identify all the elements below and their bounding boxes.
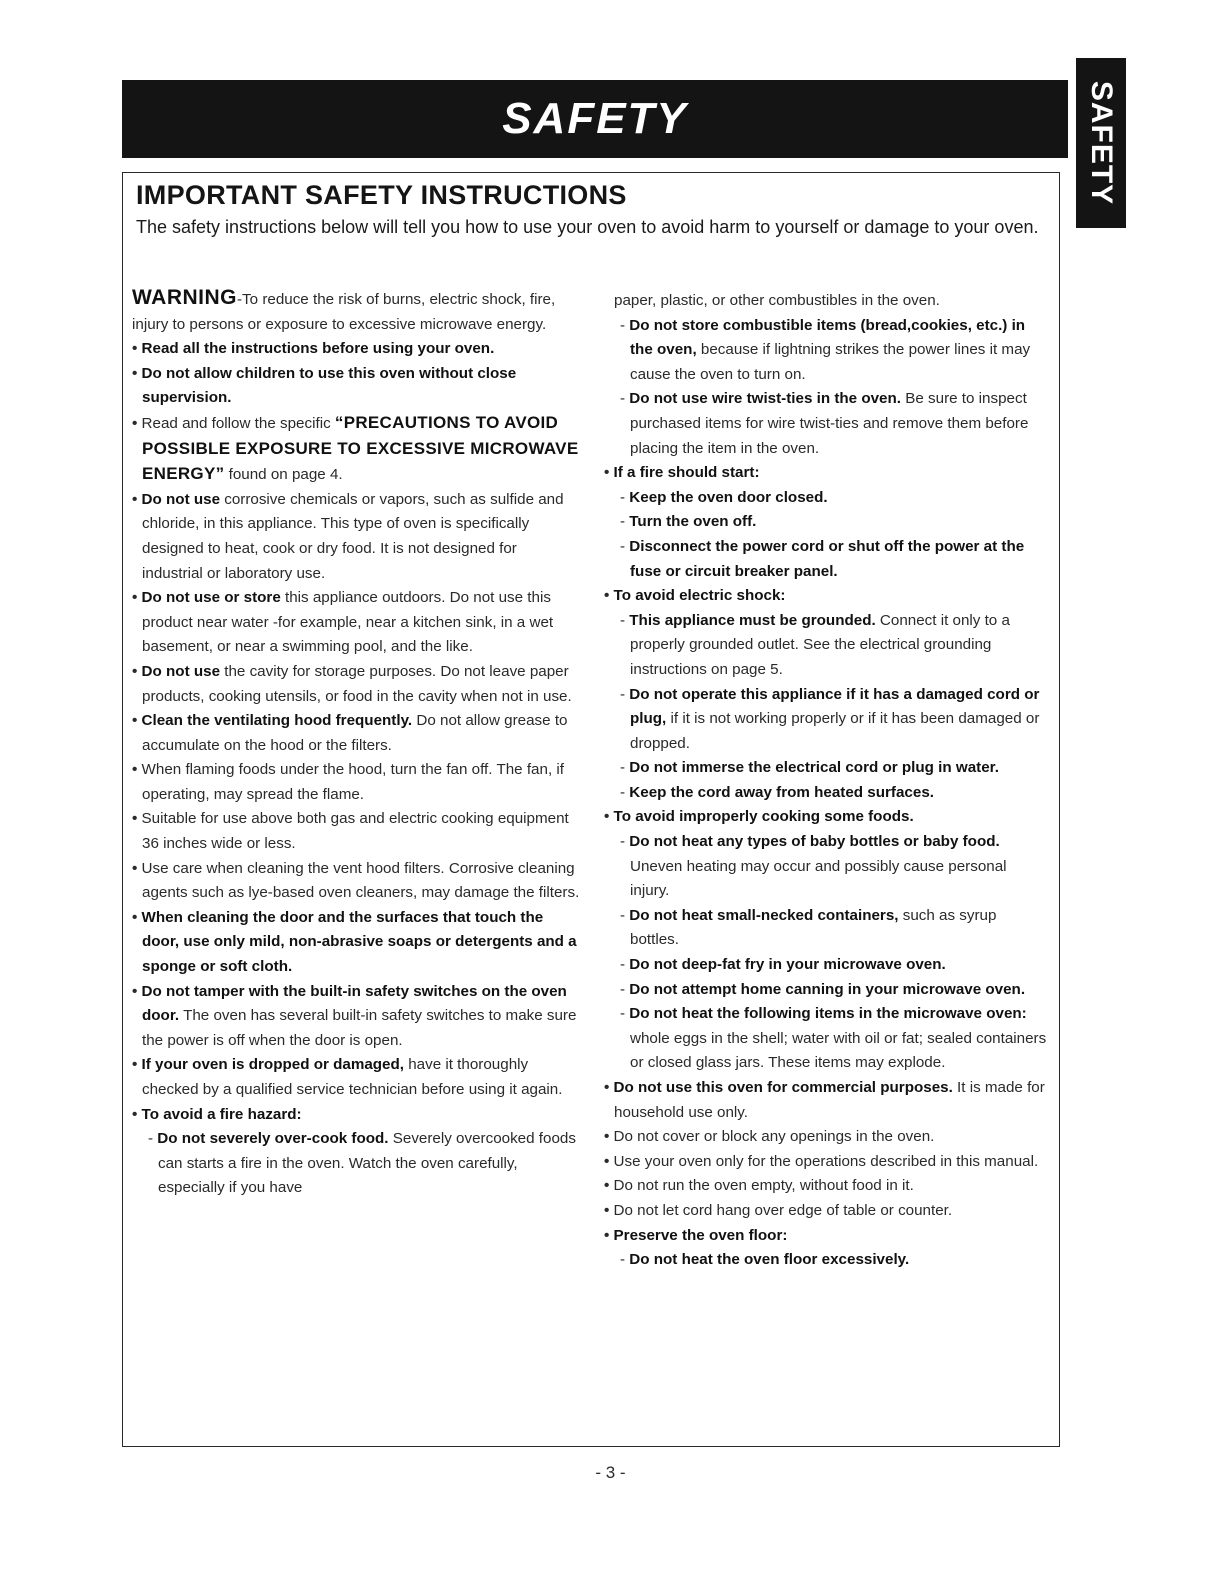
list-item: • Clean the ventilating hood frequently. Do not allow grease to accumulate on the hood or the filters. xyxy=(132,712,568,754)
box-title: IMPORTANT SAFETY INSTRUCTIONS xyxy=(136,180,627,210)
page-number: - 3 - xyxy=(595,1463,626,1482)
sub-item: - Do not use wire twist-ties in the oven. Be sure to inspect purchased items for wire twist-ties and remove them before placing the item in the oven. xyxy=(620,390,1029,457)
list-item: • If your oven is dropped or damaged, have it thoroughly checked by a qualified service technician before using it again. xyxy=(132,1056,563,1098)
list-item: • When cleaning the door and the surfaces that touch the door, use only mild, non-abrasive soaps or detergents and a sponge or soft cloth. xyxy=(132,908,577,976)
sub-item: - Do not heat any types of baby bottles or baby food. Uneven heating may occur and possibly cause personal injury. xyxy=(620,833,1007,900)
side-tab-label: SAFETY xyxy=(1085,80,1119,206)
warning-heading: WARNING xyxy=(132,286,237,309)
sub-item: - Do not operate this appliance if it has a damaged cord or plug, if it is not working properly or if it has been damaged or dropped. xyxy=(620,685,1040,752)
intro-text: The safety instructions below will tell you how to use your oven to avoid harm to yourself or damage to your oven. xyxy=(136,217,1039,237)
sub-item: - This appliance must be grounded. Connect it only to a properly grounded outlet. See the electrical grounding instructions on page 5. xyxy=(620,611,1010,678)
list-item: • Do not use corrosive chemicals or vapors, such as sulfide and chloride, in this appliance. This type of oven is specifically designed to heat, cook or dry food. It is not designed for industrial or laboratory use. xyxy=(132,490,564,582)
list-item: • If a fire should start: xyxy=(604,464,760,482)
list-item: • Use care when cleaning the vent hood filters. Corrosive cleaning agents such as lye-based oven cleaners, may damage the filters. xyxy=(132,859,580,902)
sub-item: - Do not store combustible items (bread,cookies, etc.) in the oven, because if lightning strikes the power lines it may cause the oven to turn on. xyxy=(620,316,1031,383)
sub-item: - Keep the cord away from heated surfaces. xyxy=(620,783,934,801)
list-item: • Do not cover or block any openings in the oven. xyxy=(604,1128,935,1146)
sub-item: - Do not heat the oven floor excessively. xyxy=(620,1251,910,1269)
right-column xyxy=(604,289,1049,1273)
list-item: • To avoid a fire hazard: xyxy=(132,1105,302,1123)
list-item: • Do not run the oven empty, without food in it. xyxy=(604,1177,914,1195)
sub-item: - Do not heat the following items in the microwave oven: whole eggs in the shell; water with oil or fat; sealed containers or closed glass jars. These items may explode. xyxy=(620,1005,1047,1072)
list-item: • When flaming foods under the hood, turn the fan off. The fan, if operating, may spread the flame. xyxy=(132,761,564,803)
sub-item: - Do not severely over-cook food. Severely overcooked foods can starts a fire in the oven. Watch the oven carefully, especially if you have xyxy=(148,1130,576,1197)
list-item: • Read all the instructions before using your oven. xyxy=(132,340,495,358)
section-title: SAFETY xyxy=(502,94,688,143)
list-item: • To avoid improperly cooking some foods. xyxy=(604,808,914,826)
list-item: • Do not use or store this appliance outdoors. Do not use this product near water -for example, near a kitchen sink, in a wet basement, or near a swimming pool, and the like. xyxy=(132,589,554,656)
sub-item: - Do not attempt home canning in your microwave oven. xyxy=(620,980,1026,998)
sub-item: - Do not immerse the electrical cord or plug in water. xyxy=(620,759,999,777)
list-item: • Preserve the oven floor: xyxy=(604,1226,788,1244)
list-item: • Do not allow children to use this oven without close supervision. xyxy=(132,364,517,407)
list-item: • Suitable for use above both gas and electric cooking equipment 36 inches wide or less. xyxy=(132,810,569,853)
sub-item: - Turn the oven off. xyxy=(620,513,757,531)
list-item: • Do not tamper with the built-in safety switches on the oven door. The oven has several built-in safety switches to make sure the power is off when the door is open. xyxy=(132,982,577,1049)
section-header-bar xyxy=(122,80,1068,158)
list-item: • Use your oven only for the operations described in this manual. xyxy=(604,1152,1039,1170)
sub-item: - Do not deep-fat fry in your microwave oven. xyxy=(620,956,946,974)
sub-item: - Do not heat small-necked containers, such as syrup bottles. xyxy=(620,906,997,949)
side-tab xyxy=(1076,58,1126,228)
list-item: • Do not use this oven for commercial purposes. It is made for household use only. xyxy=(604,1079,1045,1121)
sub-item: - Disconnect the power cord or shut off the power at the fuse or circuit breaker panel. xyxy=(620,537,1025,580)
list-item: • Do not use the cavity for storage purposes. Do not leave paper products, cooking utensils, or food in the cavity when not in use. xyxy=(132,662,572,705)
left-column xyxy=(132,286,580,1201)
list-item: • To avoid electric shock: xyxy=(604,587,786,605)
sub-item: - Keep the oven door closed. xyxy=(620,488,828,506)
warning-paragraph xyxy=(132,286,580,337)
warning-text: -To reduce the risk of burns, electric shock, fire, injury to persons or exposure to excessive microwave energy. xyxy=(132,291,556,333)
continued-text: paper, plastic, or other combustibles in the oven. xyxy=(614,292,940,309)
list-item: • Read and follow the specific “PRECAUTIONS TO AVOID POSSIBLE EXPOSURE TO EXCESSIVE MICROWAVE ENERGY” found on page 4. xyxy=(132,412,579,484)
list-item: • Do not let cord hang over edge of table or counter. xyxy=(604,1201,953,1219)
